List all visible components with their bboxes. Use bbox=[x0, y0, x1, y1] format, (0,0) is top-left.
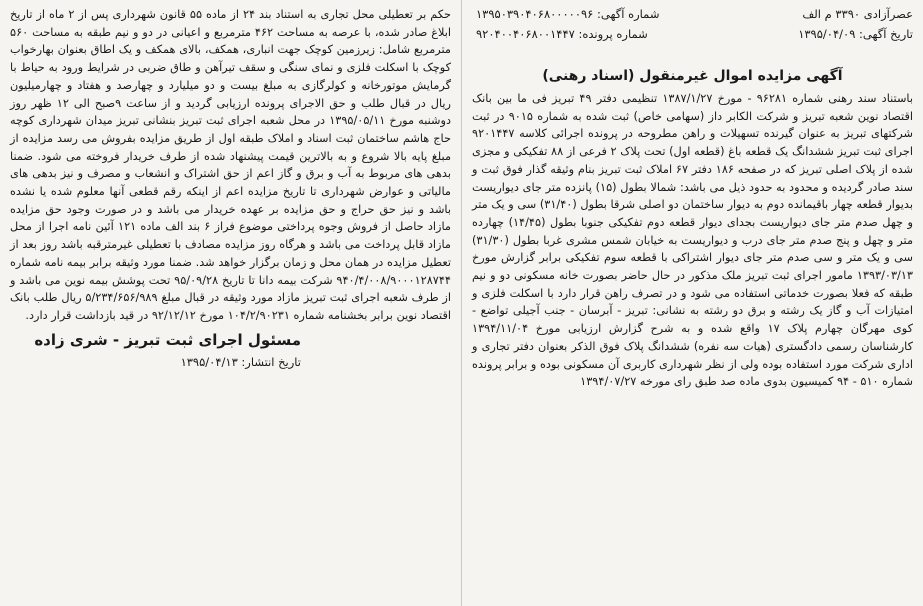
notice-body-right: باستناد سند رهنی شماره ۹۶۲۸۱ - مورخ ۱۳۸۷/۱/۲۷ تنظیمی دفتر ۴۹ تبریز فی ما بین بانک اقتصاد نوین شعبه تبریز و شرکت الکابر داز (سهامی خاص) ثبت شده به شماره ۹۰۱۵ در ثبت شرکتهای تبریز به عنوان گیرنده تسهیلات و راهن مطروحه در پرونده اجرائی کلاسه ۹۲۰۱۴۴۷ اجرای ثبت تبریز ششدانگ یک قطعه باغ (قطعه اول) تحت پلاک ۲ فرعی از ۸۸ تفکیکی و مجزی شده از پلاک اصلی تبریز که در صفحه ۱۸۶ دفتر ۶۷ املاک ثبت تبریز بنام وثیقه گذار فوق ثبت و سند صادر گردیده و محدود به حدود ذیل می باشد: شمالا بطول (۱۵) پانزده متر جای دیواریست بدیوار قطعه چهار باقیمانده دوم به دیوار ساختمان دو اصلی شرقا بطول (۳۱/۴۰) سی و یک متر و چهل صدم متر جای دیواریست بجدای دیوار قطعه دوم تفکیکی جنوبا بطول (۱۴/۴۵) چهارده متر و چهل و پنج صدم متر جای درب و دیواریست به خیابان شمس مشری غربا بطول (۳۱/۳۰) سی و یک متر و سی صدم متر جای دیوار اشتراکی با قطعه سوم تفکیکی برابر گزارش مورخ ۱۳۹۳/۰۳/۱۳ مامور اجرای ثبت تبریز ملک مذکور در حال حاضر بصورت خانه مسکونی دو و نیم طبقه که فعلا بصورت خدماتی استفاده می شود و در تصرف راهن قرار دارد با اسکلت فلزی و امتیازات آب و گاز یک رشته و برق دو رشته به نشانی: تبریز - آبرسان - جنب آجیلی تواضع - کوی مهرگان چهارم پلاک ۱۷ واقع شده و به شرح گزارش ارزیابی مورخ ۱۳۹۴/۱۱/۰۴ کارشناسان رسمی دادگستری (هیات سه نفره) ششدانگ پلاک فوق الذکر بعنوان دفتر تجاری و اداری شرکت مورد استفاده بوده ولی از نظر شهرداری کاربری آن مسکونی بوده و برابر پرونده شماره ۵۱۰ - ۹۴ کمیسیون بدوی ماده صد طبق رای مورخه ۱۳۹۴/۰۷/۲۷ bbox=[472, 92, 914, 389]
ad-number: شماره آگهی: ۱۳۹۵۰۳۹۰۴۰۶۸۰۰۰۰۰۹۶ bbox=[476, 7, 660, 21]
notice-body-left: حکم بر تعطیلی محل تجاری به استناد بند ۲۴ از ماده ۵۵ قانون شهرداری پس از ۲ ماه از تاریخ ابلاغ صادر شده، با عرصه به مساحت ۴۶۲ مترمربع و اعیانی در دو و نیم طبقه به مساحت ۵۶۰ مترمربع شامل: زیرزمین کوچک جهت انباری، همکف، بالای همکف و یک اطاق بعنوان بهارخواب کوچک با اسکلت فلزی و نمای سنگی و سقف تیرآهن و طاق ضربی در شرایط ورود به حیاط با گرمایش موتورخانه و کولرگازی به مبلغ بیست و دو میلیارد و چهارصد و هفتاد و چهارمیلیون ریال در قبال طلب و حق الاجرای پرونده ارزیابی گردید و از ساعت ۹صبح الی ۱۲ ظهر روز دوشنبه مورخ ۱۳۹۵/۰۵/۱۱ در محل شعبه اجرای ثبت تبریز بنشانی تبریز میدان شهرداری کوچه حاج هاشم ساختمان ثبت اسناد و املاک طبقه اول از طریق مزایده بفروش می رسد مزایده از مبلغ پایه بالا شروع و به بالاترین قیمت پیشنهاد شده از طرف خریدار فروخته می شود. ضمنا بدهی های مربوط به آب و برق و گاز اعم از حق اشتراک و انشعاب و مصرف و نیز بدهی های مالیاتی و عوارض شهرداری تا تاریخ مزایده اعم از اینکه رقم قطعی آنها معلوم شده یا نشده باشد و نیز حق حراج و حق مزایده بر عهده خریدار می باشد و در صورت وجود حق مزایده مازاد حاصل از فروش وجوه پرداختی موضوع فراز ۶ بند الف ماده ۱۲۱ آئین نامه اجرا از محل مازاد قابل پرداخت می باشد و هرگاه روز مزایده مصادف با تعطیلی غیرمترقبه باشد روز بعد از تعطیل مزایده در همان محل و زمان برگزار خواهد شد. ضمنا مورد وثیقه برابر بیمه نامه شماره ۹۴۰/۴/۰۰۸/۹۰۰۰۱۲۸۷۴۴ شرکت بیمه دانا تا تاریخ ۹۵/۰۹/۲۸ تحت پوشش بیمه نوین می باشد و از طرف شعبه اجرای ثبت تبریز مازاد مورد وثیقه در قبال مبلغ ۵/۲۳۴/۶۵۶/۹۸۹ ریال طلب بانک اقتصاد نوین برابر بخشنامه شماره ۱۰۴/۲/۹۰۲۳۱ مورخ ۹۲/۱۲/۱۲ در قید بازداشت قرار دارد. bbox=[10, 8, 452, 322]
notice-meta bbox=[472, 6, 913, 62]
column-divider bbox=[461, 0, 462, 606]
newspaper-ref: عصرآزادی ۳۳۹۰ م الف bbox=[802, 7, 913, 21]
notice-title: آگهی مزایده اموال غیرمنقول (اسناد رهنی) bbox=[542, 68, 843, 84]
right-column bbox=[461, 0, 923, 606]
file-number: شماره پرونده: ۹۲۰۴۰۰۴۰۶۸۰۰۱۴۴۷ bbox=[476, 27, 648, 41]
signature: مسئول اجرای ثبت تبریز - شری زاده bbox=[34, 330, 301, 349]
publish-date: تاریخ انتشار: ۱۳۹۵/۰۴/۱۳ bbox=[180, 354, 301, 369]
left-column bbox=[0, 0, 461, 606]
ad-date: تاریخ آگهی: ۱۳۹۵/۰۴/۰۹ bbox=[798, 27, 913, 41]
